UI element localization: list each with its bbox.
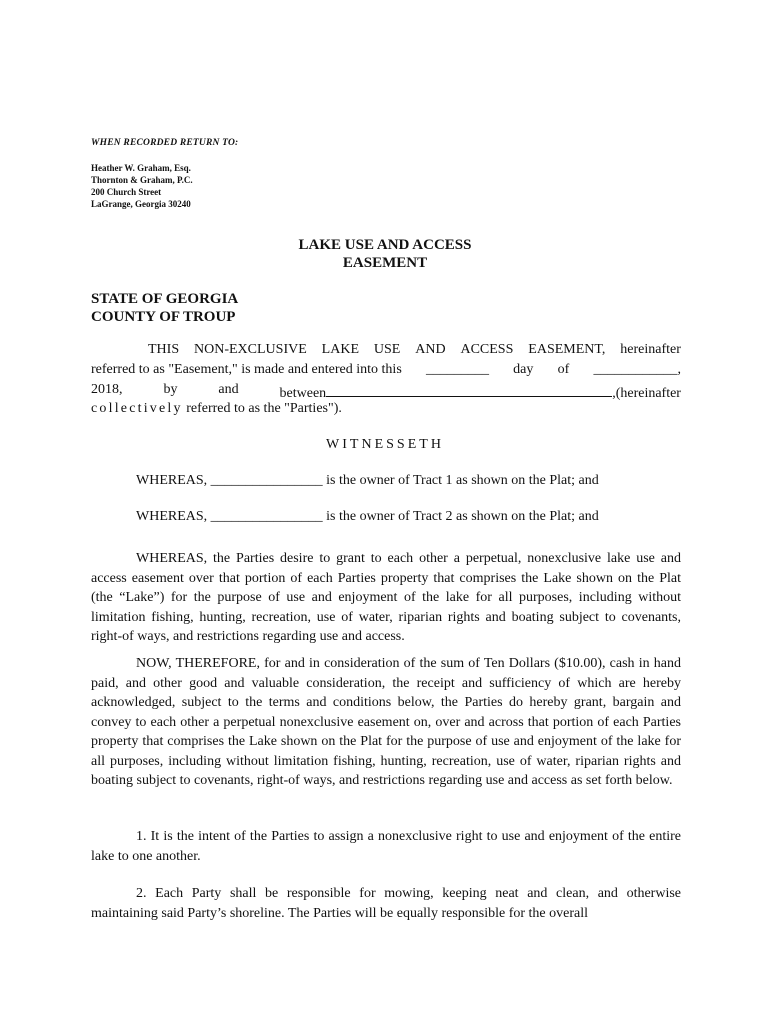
intro-line-2: referred to as "Easement," is made and entered into this _________ day of ____________, <box>91 362 681 377</box>
clause-1: 1. It is the intent of the Parties to assign a nonexclusive right to use and enjoyment of the entire lake to one another. <box>91 829 681 864</box>
date-month-blank: ____________, <box>593 362 681 377</box>
return-address-line: Heather W. Graham, Esq. <box>91 163 191 173</box>
whereas-tract-2: WHEREAS, ________________ is the owner of Tract 2 as shown on the Plat; and <box>136 509 599 524</box>
whereas-grant-paragraph: WHEREAS, the Parties desire to grant to each other a perpetual, nonexclusive lake use and access easement over that portion of each Parties property that comprises the Lake shown on the Plat (the “Lake”) for the purpose of use and enjoyment of the lake for all purposes, including without limitation fishing, hunting, recreation, use of water, riparian rights and boating subject to covenants, right-of ways, and restrictions regarding use and access. <box>91 551 681 644</box>
document-title-line2: EASEMENT <box>342 255 428 271</box>
return-address-line: Thornton & Graham, P.C. <box>91 175 193 185</box>
return-to-label: WHEN RECORDED RETURN TO: <box>91 138 239 148</box>
intro-line-1: THIS NON-EXCLUSIVE LAKE USE AND ACCESS EASEMENT, hereinafter <box>148 342 681 357</box>
date-day-blank: _________ <box>425 362 489 377</box>
document-title: LAKE USE AND ACCESS <box>298 237 472 253</box>
witnesseth-heading: WITNESSETH <box>326 437 444 452</box>
intro-line-3: 2018, by and between ,(hereinafter <box>91 382 681 401</box>
state-heading: STATE OF GEORGIA <box>91 291 239 307</box>
county-heading: COUNTY OF TROUP <box>91 309 236 325</box>
clause-2: 2. Each Party shall be responsible for mowing, keeping neat and clean, and otherwise maintaining said Party’s shoreline. The Parties will be equally responsible for the overall <box>91 886 681 921</box>
now-therefore-paragraph: NOW, THEREFORE, for and in consideration of the sum of Ten Dollars ($10.00), cash in hand paid, and other good and valuable consideration, the receipt and sufficiency of which are hereby acknowledged, subject to the terms and conditions below, the Parties do hereby grant, bargain and convey to each other a perpetual nonexclusive easement on, over and across that portion of each Parties property that comprises the Lake shown on the Plat for the purpose of use and enjoyment of the lake for all purposes, including without limitation fishing, hunting, recreation, use of water, riparian rights and boating subject to covenants, right-of ways, and restrictions regarding use and access as set forth below. <box>91 656 681 788</box>
return-address-line: 200 Church Street <box>91 187 162 197</box>
parties-name-blank <box>326 382 612 397</box>
whereas-tract-1: WHEREAS, ________________ is the owner of Tract 1 as shown on the Plat; and <box>136 473 599 488</box>
return-address-line: LaGrange, Georgia 30240 <box>91 199 191 209</box>
intro-line-4: collectively referred to as the "Parties"). <box>91 401 342 416</box>
